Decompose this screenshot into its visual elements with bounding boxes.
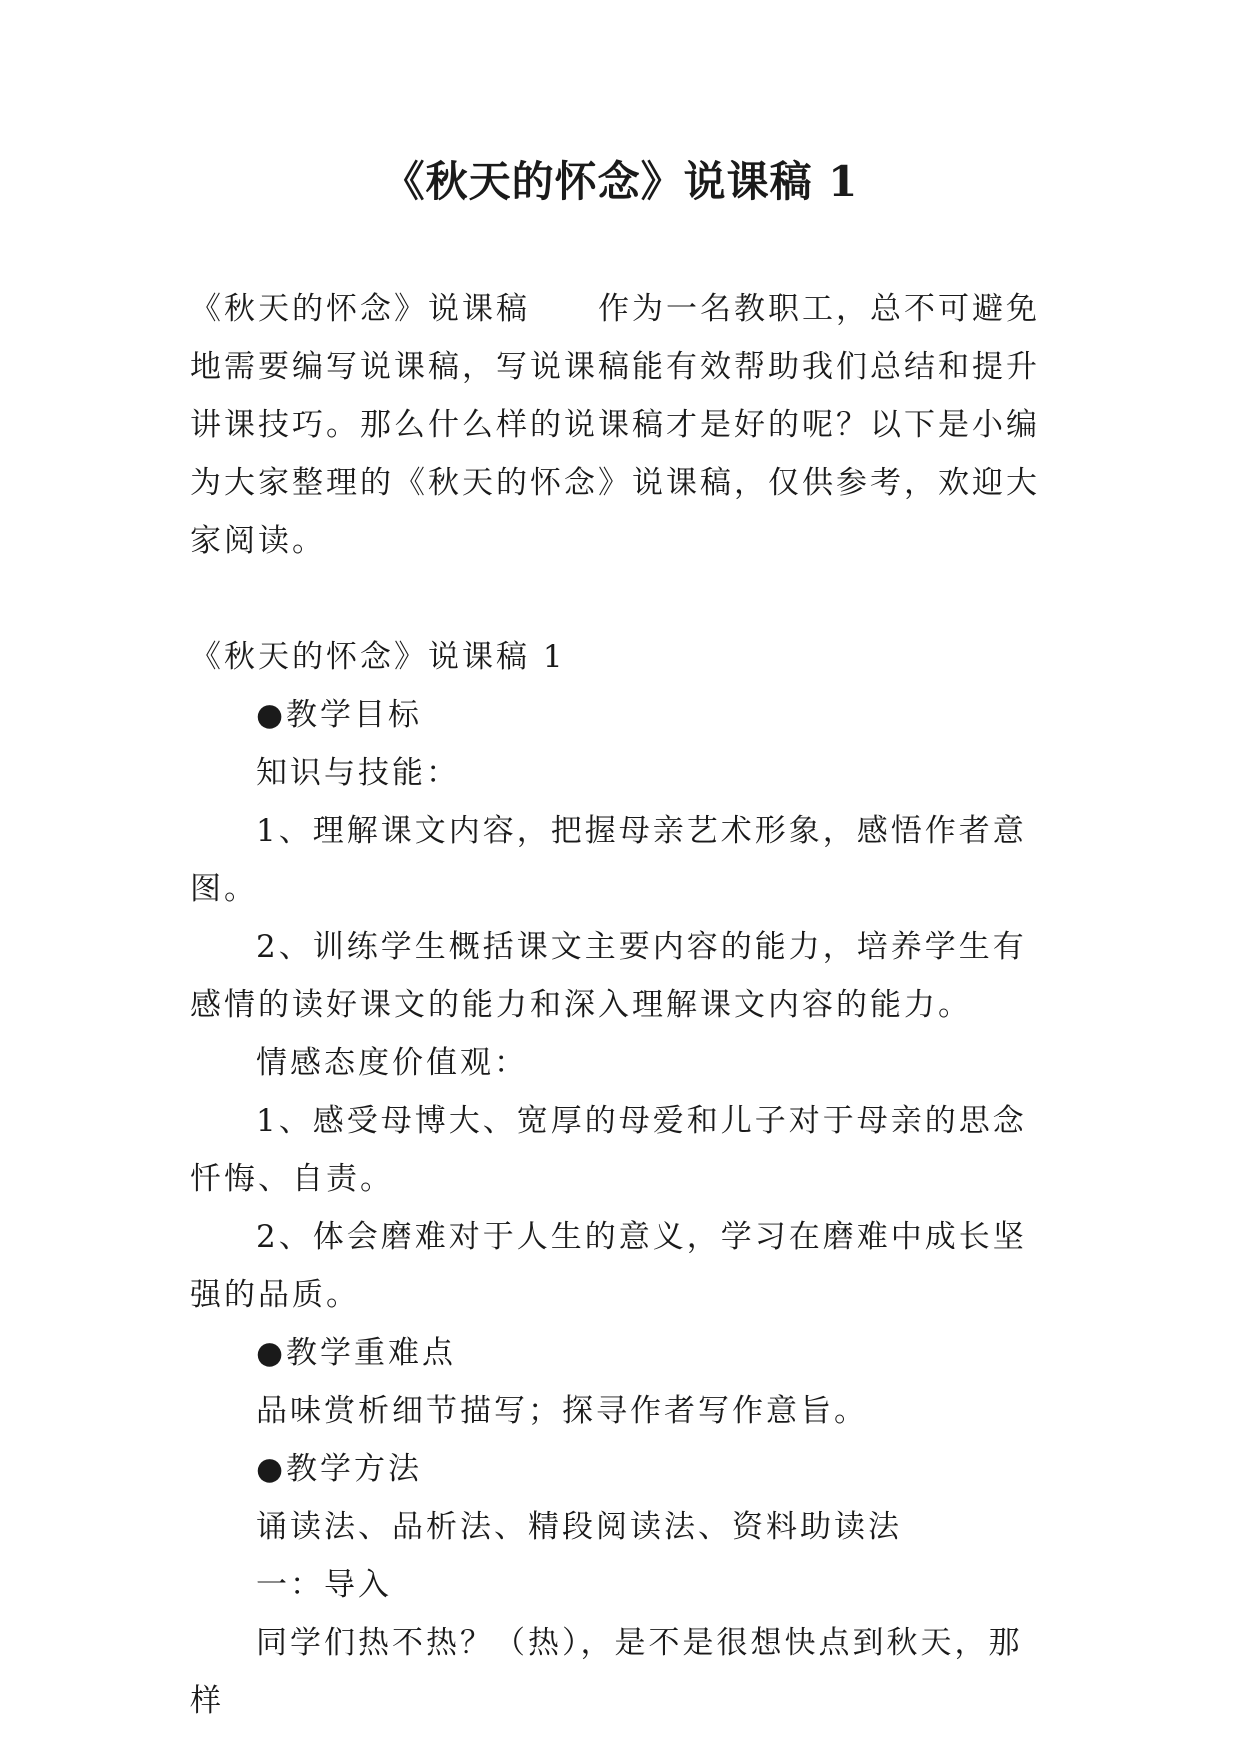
intro-paragraph: 《秋天的怀念》说课稿 作为一名教职工，总不可避免地需要编写说课稿，写说课稿能有效帮助我们总结和提升讲课技巧。那么什么样的说课稿才是好的呢？以下是小编为大家整理的《秋天的怀念》说课稿，仅供参考，欢迎大家阅读。 [190, 291, 1040, 559]
heading-teaching-objectives: ●教学目标 [256, 697, 423, 733]
section-heading: 《秋天的怀念》说课稿 1 [190, 639, 566, 675]
heading-key-points: ●教学重难点 [256, 1335, 457, 1371]
key-points-text: 品味赏析细节描写；探寻作者写作意旨。 [256, 1393, 868, 1429]
document-body [190, 280, 1052, 1730]
methods-text: 诵读法、品析法、精段阅读法、资料助读法 [256, 1509, 902, 1545]
heading-introduction: 一：导入 [256, 1567, 392, 1603]
label-values: 情感态度价值观： [256, 1045, 528, 1081]
label-knowledge-skills: 知识与技能： [256, 755, 460, 791]
values-item-2: 2、体会磨难对于人生的意义，学习在磨难中成长坚强的品质。 [190, 1219, 1027, 1313]
objective-item-2: 2、训练学生概括课文主要内容的能力，培养学生有感情的读好课文的能力和深入理解课文内容的能力。 [190, 929, 1027, 1023]
paragraph-gap [190, 570, 1052, 628]
introduction-text: 同学们热不热？（热），是不是很想快点到秋天，那样 [190, 1625, 1023, 1719]
heading-teaching-methods: ●教学方法 [256, 1451, 423, 1487]
objective-item-1: 1、理解课文内容，把握母亲艺术形象，感悟作者意图。 [190, 813, 1027, 907]
document-title: 《秋天的怀念》说课稿 1 [382, 157, 859, 206]
values-item-1: 1、感受母博大、宽厚的母爱和儿子对于母亲的思念忏悔、自责。 [190, 1103, 1027, 1197]
